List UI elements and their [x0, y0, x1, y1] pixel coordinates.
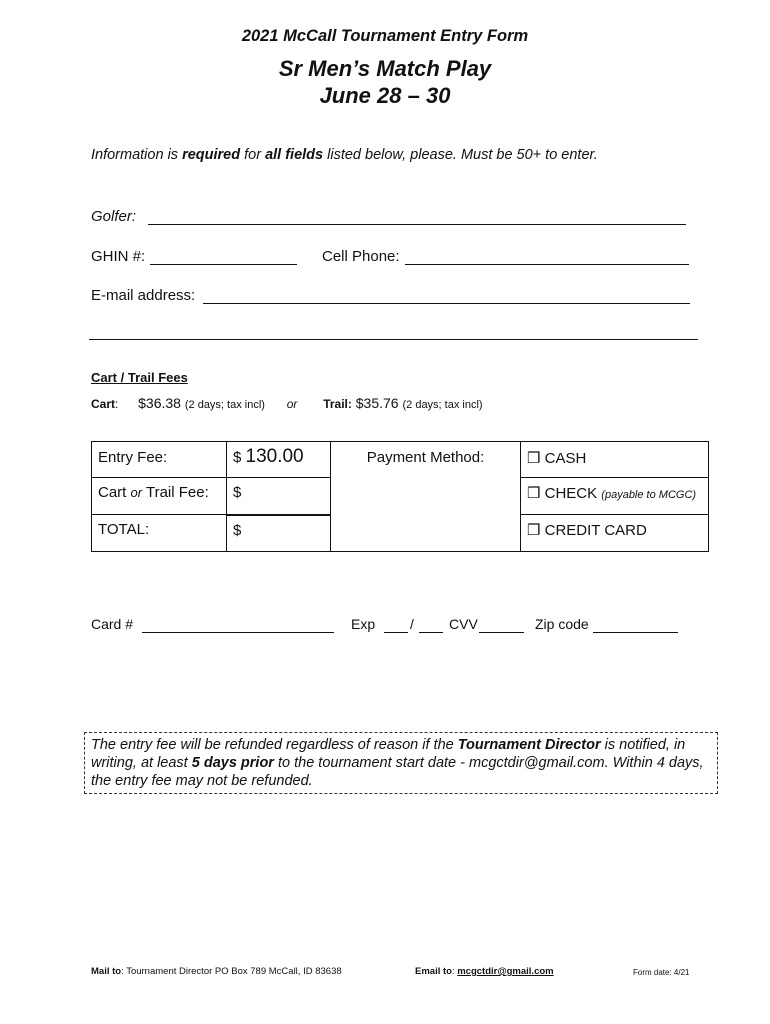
intro-part-1: Information is: [91, 147, 183, 163]
notice-days-prior: 5 days prior: [191, 755, 274, 771]
cart-fee-price: $36.38: [138, 395, 181, 411]
cart-trail-fee-amount[interactable]: $: [227, 478, 331, 515]
notice-part-1: The entry fee will be refunded regardless of reason if the: [91, 737, 458, 753]
ghin-input-line[interactable]: [150, 264, 297, 265]
cart-fee-label: Cart: [91, 397, 116, 411]
zip-code-label: Zip code: [535, 616, 589, 632]
zip-code-input-line[interactable]: [593, 632, 678, 633]
cart-trail-label-a: Cart: [98, 484, 131, 501]
email-label: E-mail address:: [91, 287, 196, 304]
golfer-label: Golfer:: [91, 208, 137, 225]
exp-year-input-line[interactable]: [419, 632, 443, 633]
payment-cash-option[interactable]: ❒ CASH: [521, 442, 709, 478]
notice-part-2: is notified, in writing, at least: [91, 737, 686, 771]
entry-fee-value: 130.00: [245, 446, 304, 467]
email-to-colon: :: [451, 966, 455, 977]
cvv-label: CVV: [449, 616, 478, 632]
cart-fee-note: (2 days; tax incl): [184, 399, 265, 411]
email-to-link[interactable]: mcgctdir@gmail.com: [457, 966, 554, 977]
form-heading: 2021 McCall Tournament Entry Form: [241, 27, 529, 45]
cell-phone-label: Cell Phone:: [322, 248, 400, 265]
intro-part-3: listed below, please. Must be 50+ to enter.: [323, 147, 598, 163]
intro-part-2: for: [240, 147, 266, 163]
cart-trail-label-or: or: [130, 485, 143, 500]
fees-table: [91, 441, 709, 552]
mail-to-colon: :: [121, 966, 124, 977]
trail-fee-price: $35.76: [355, 395, 399, 411]
cvv-input-line[interactable]: [479, 632, 524, 633]
footer-email-to: [415, 966, 554, 977]
fees-or: or: [286, 397, 298, 411]
mail-to-label: Mail to: [91, 966, 122, 977]
payment-method-label: Payment Method:: [331, 442, 521, 552]
notice-tournament-director: Tournament Director: [457, 737, 601, 753]
fees-line: [91, 395, 483, 411]
notice-part-3: to the tournament start date - mcgctdir@gmail.com. Within 4 days, the entry fee may not be refunded.: [91, 755, 704, 789]
cart-trail-label-b: Trail Fee:: [142, 484, 209, 501]
page-title: Sr Men’s Match Play: [278, 56, 492, 81]
form-date: Form date: 4/21: [633, 968, 690, 977]
entry-fee-cell: [227, 442, 331, 478]
check-note: (payable to MCGC): [601, 489, 697, 501]
cell-phone-input-line[interactable]: [405, 264, 689, 265]
email-to-label: Email to: [415, 966, 452, 977]
cart-fee-colon: :: [115, 397, 119, 411]
entry-fee-dollar: $: [233, 449, 242, 466]
entry-fee-label: Entry Fee:: [92, 442, 227, 478]
email-input-line[interactable]: [203, 303, 690, 304]
trail-fee-label: Trail:: [323, 397, 352, 411]
divider: [89, 339, 698, 340]
exp-slash: /: [410, 616, 414, 632]
intro-all-fields: all fields: [265, 147, 324, 163]
cart-trail-fee-label: [92, 478, 227, 515]
total-amount[interactable]: $: [227, 515, 331, 552]
intro-text: [91, 147, 598, 163]
exp-month-input-line[interactable]: [384, 632, 408, 633]
exp-label: Exp: [351, 616, 376, 632]
ghin-label: GHIN #:: [91, 248, 146, 265]
intro-required: required: [182, 147, 241, 163]
fees-heading: Cart / Trail Fees: [91, 370, 188, 385]
card-number-input-line[interactable]: [142, 632, 334, 633]
payment-check-option[interactable]: [521, 478, 709, 515]
mail-to-address: Tournament Director PO Box 789 McCall, ID 83638: [126, 966, 342, 977]
trail-fee-note: (2 days; tax incl): [402, 399, 483, 411]
payment-credit-card-option[interactable]: ❒ CREDIT CARD: [521, 515, 709, 552]
refund-notice: [84, 732, 718, 794]
card-number-label: Card #: [91, 616, 134, 632]
total-label: TOTAL:: [92, 515, 227, 552]
footer-mail-to: [91, 966, 342, 977]
check-label: ❒ CHECK: [527, 485, 602, 502]
event-dates: June 28 – 30: [319, 83, 451, 108]
golfer-input-line[interactable]: [148, 224, 686, 225]
